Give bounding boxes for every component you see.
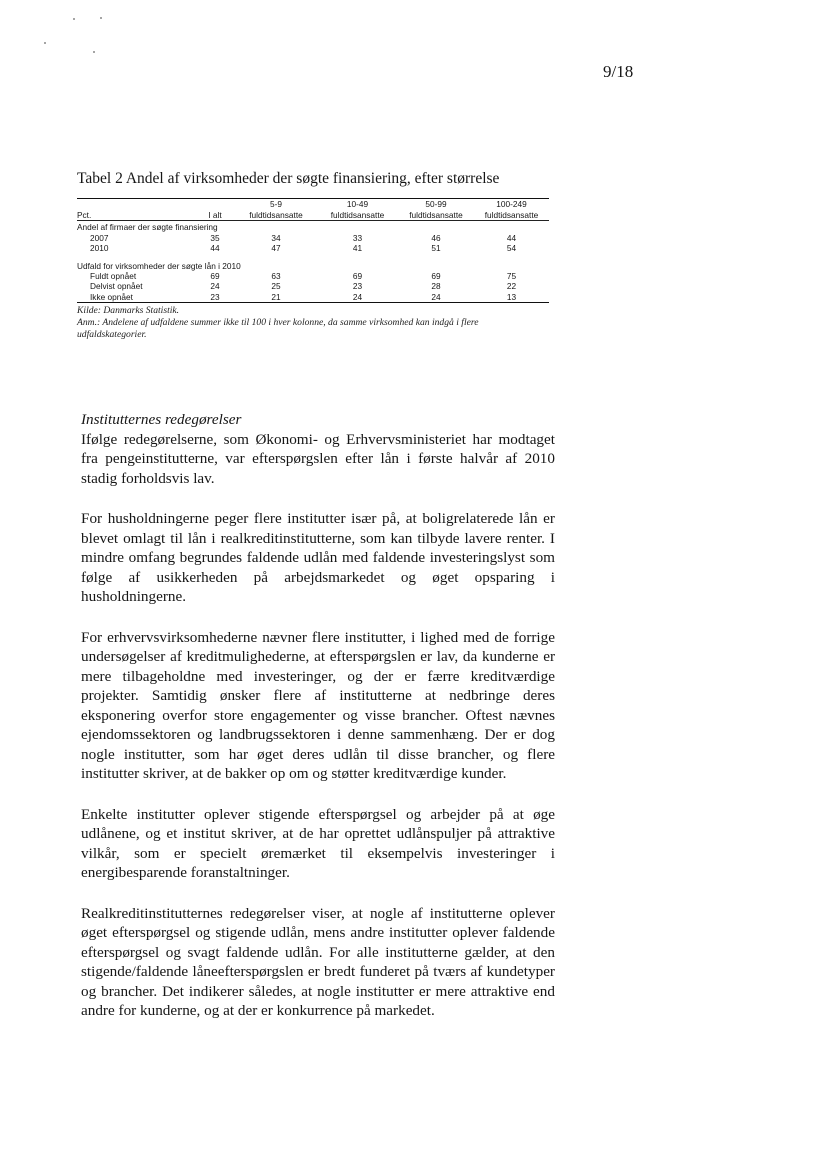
table-row (77, 243, 549, 253)
col-header-size: 50-99 (425, 199, 447, 209)
col-header-employees: fuldtidsansatte (409, 210, 463, 220)
row-label: Ikke opnået (90, 291, 133, 302)
table-cell: 54 (506, 243, 517, 254)
table-cell: 51 (431, 243, 441, 254)
row-label: Fuldt opnået (90, 271, 137, 282)
col-header-total: I alt (208, 210, 222, 220)
page-number: 9/18 (603, 62, 634, 81)
table-2 (77, 170, 549, 341)
table-cell: 34 (271, 232, 281, 243)
body-text (81, 410, 555, 1042)
header-row-top (77, 199, 549, 209)
paragraph: Realkreditinstitutternes redegørelser viser, at nogle af institutterne oplever øget efterspørgsel og stigende udlån, mens andre institutter oplever faldende efterspørgsel og svagt faldende udlån. For alle institutterne gælder, at den stigende/faldende låneefterspørgslen er bredt funderet på tværs af kundetyper og brancher. Det indikerer således, at nogle institutter er mere attraktive end andre for kunderne, og at der er konkurrence på markedet. (81, 904, 555, 1019)
table-row (77, 292, 549, 302)
section-row (77, 260, 549, 271)
col-header-size: 100-249 (496, 199, 527, 209)
row-label: 2007 (90, 232, 109, 243)
col-header-size: 10-49 (346, 199, 369, 209)
table-title: Tabel 2 Andel af virksomheder der søgte finansiering, efter størrelse (77, 170, 500, 187)
table-source: Kilde: Danmarks Statistik. (77, 305, 180, 317)
section-label: Andel af firmaer der søgte finansiering (77, 222, 218, 233)
paragraph: For husholdningerne peger flere institutter især på, at boligrelaterede lån er blevet omlagt til lån i realkreditinstitutterne, som kan tilbyde lavere renter. I mindre omfang begrundes faldende udlån med faldende investeringslyst som følge af usikkerheden på arbejdsmarkedet og øget opsparing i husholdningerne. (81, 510, 555, 605)
table-cell: 23 (352, 281, 363, 292)
section-heading: Institutternes redegørelser (81, 411, 242, 428)
table-cell: 13 (506, 291, 517, 302)
table-cell: 47 (271, 243, 281, 254)
table-cell: 69 (210, 271, 220, 282)
table-cell: 24 (352, 291, 363, 302)
col-header-employees: fuldtidsansatte (330, 210, 385, 220)
table-cell: 22 (506, 281, 517, 292)
table-cell: 21 (271, 291, 281, 302)
table-row (77, 281, 549, 291)
table-cell: 24 (431, 291, 441, 302)
col-header-employees: fuldtidsansatte (484, 210, 539, 220)
data-table (77, 199, 549, 302)
table-cell: 33 (352, 232, 363, 243)
table-cell: 23 (210, 291, 220, 302)
section-row (77, 221, 549, 232)
table-cell: 75 (506, 271, 517, 282)
table-cell: 44 (210, 243, 220, 254)
section-label: Udfald for virksomheder der søgte lån i 2010 (77, 260, 241, 271)
table-cell: 44 (506, 232, 517, 243)
table-cell: 69 (352, 271, 363, 282)
table-cell: 28 (431, 281, 441, 292)
row-label: 2010 (90, 243, 109, 254)
table-note: Anm.: Andelene af udfaldene summer ikke til 100 i hver kolonne, da samme virksomhed kan indgå i flere udfaldskategorier. (77, 317, 479, 341)
row-label: Delvist opnået (90, 281, 143, 292)
table-bottom-rule (77, 302, 549, 303)
col-header-unit: Pct. (77, 210, 92, 220)
table-cell: 41 (352, 243, 363, 254)
table-cell: 25 (271, 281, 281, 292)
table-cell: 46 (431, 232, 441, 243)
table-cell: 35 (210, 232, 220, 243)
col-header-employees: fuldtidsansatte (249, 210, 303, 220)
table-cell: 24 (210, 281, 220, 292)
paragraph: Enkelte institutter oplever stigende efterspørgsel og arbejder på at øge udlånene, og et institut skriver, at de har oprettet udlånspuljer på attraktive vilkår, som er specielt øremærket til eksempelvis investeringer i energibesparende foranstaltninger. (81, 805, 555, 881)
table-row (77, 233, 549, 243)
paragraph: For erhvervsvirksomhederne nævner flere institutter, i lighed med de forrige undersøgelser af kreditmulighederne, at efterspørgslen er lav, da kunderne er mere tilbageholdne med investeringer, og der er færre kreditværdige projekter. Samtidig ønsker flere af institutterne at nedbringe deres eksponering overfor store engagementer og visse brancher. Oftest nævnes ejendomssektoren og landbrugssektoren i denne sammenhæng. Der er dog nogle institutter, som har øget deres udlån til disse brancher, og flere institutter skriver, at de bakker op om og støtter kreditværdige kunder. (81, 628, 555, 782)
table-row (77, 271, 549, 281)
paragraph: Ifølge redegørelserne, som Økonomi- og Erhvervsministeriet har modtaget fra pengeinstitutterne, var efterspørgslen efter lån i første halvår af 2010 stadig forholdsvis lav. (81, 430, 555, 487)
header-row-bottom (77, 209, 549, 221)
table-cell: 63 (271, 271, 281, 282)
col-header-size: 5-9 (270, 199, 282, 209)
table-cell: 69 (431, 271, 441, 282)
